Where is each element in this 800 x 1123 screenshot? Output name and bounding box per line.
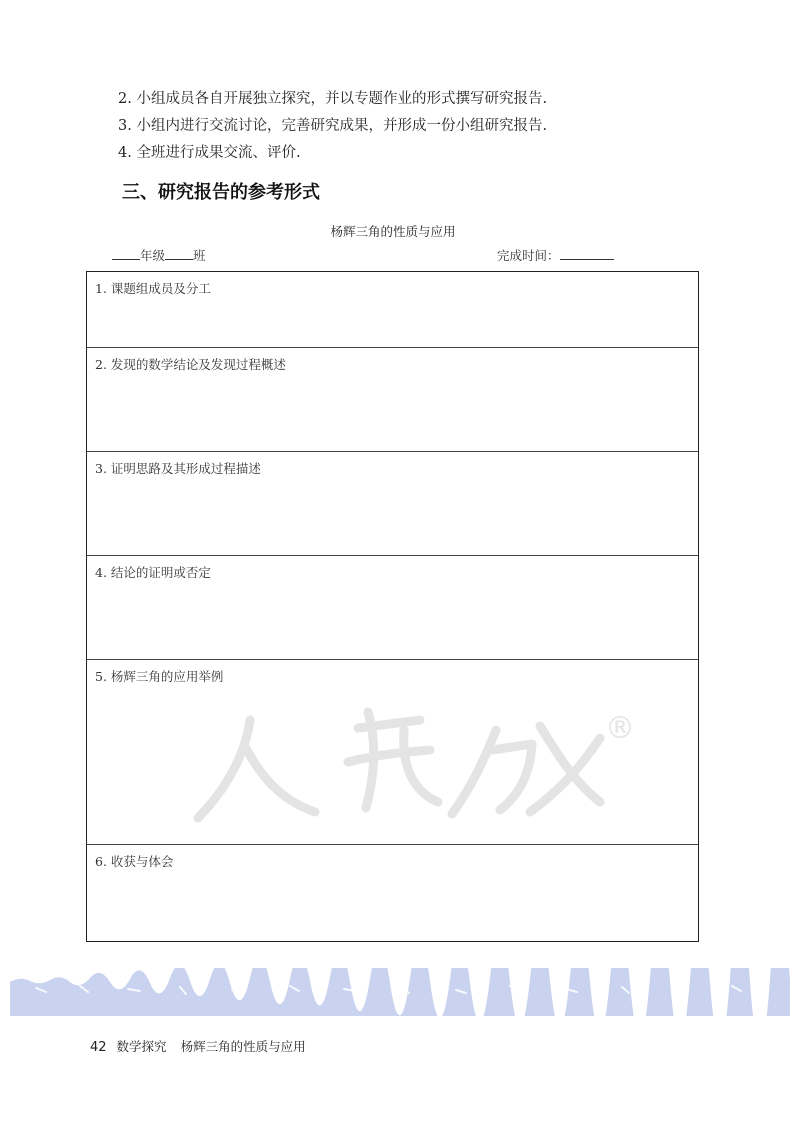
report-row-label: 6. 收获与体会 (95, 854, 174, 869)
registered-mark: ® (605, 711, 635, 746)
grade-label: 年级 (140, 248, 166, 263)
report-row-reflection[interactable] (87, 845, 698, 941)
page-footer (90, 1037, 306, 1055)
report-row-label: 5. 杨辉三角的应用举例 (95, 669, 224, 684)
report-row-conclusions[interactable] (87, 348, 698, 452)
procedure-steps (118, 86, 738, 167)
completion-time-label: 完成时间： (497, 248, 560, 263)
grade-blank[interactable] (112, 247, 140, 260)
report-row-proof-idea[interactable] (87, 452, 698, 556)
report-row-proof[interactable] (87, 556, 698, 660)
report-row-label: 1. 课题组成员及分工 (95, 281, 211, 296)
report-table (86, 271, 699, 942)
footer-topic: 杨辉三角的性质与应用 (180, 1039, 306, 1054)
footer-section: 数学探究 (116, 1039, 167, 1054)
report-row-members[interactable] (87, 272, 698, 348)
section-heading: 三、研究报告的参考形式 (122, 182, 320, 203)
completion-time-line (497, 246, 614, 264)
report-row-label: 2. 发现的数学结论及发现过程概述 (95, 357, 286, 372)
report-row-applications[interactable] (87, 660, 698, 845)
class-label: 班 (193, 248, 206, 263)
decorative-brush-band (10, 968, 790, 1016)
class-blank[interactable] (165, 247, 193, 260)
step-2: 2. 小组成员各自开展独立探究，并以专题作业的形式撰写研究报告. (118, 91, 548, 107)
grade-class-line (112, 246, 206, 264)
completion-time-blank[interactable] (560, 247, 614, 260)
step-3: 3. 小组内进行交流讨论，完善研究成果，并形成一份小组研究报告. (118, 118, 548, 134)
page-number: 42 (90, 1040, 107, 1055)
report-row-label: 4. 结论的证明或否定 (95, 565, 211, 580)
report-row-label: 3. 证明思路及其形成过程描述 (95, 461, 261, 476)
step-4: 4. 全班进行成果交流、评价. (118, 145, 301, 161)
report-title: 杨辉三角的性质与应用 (330, 224, 456, 239)
